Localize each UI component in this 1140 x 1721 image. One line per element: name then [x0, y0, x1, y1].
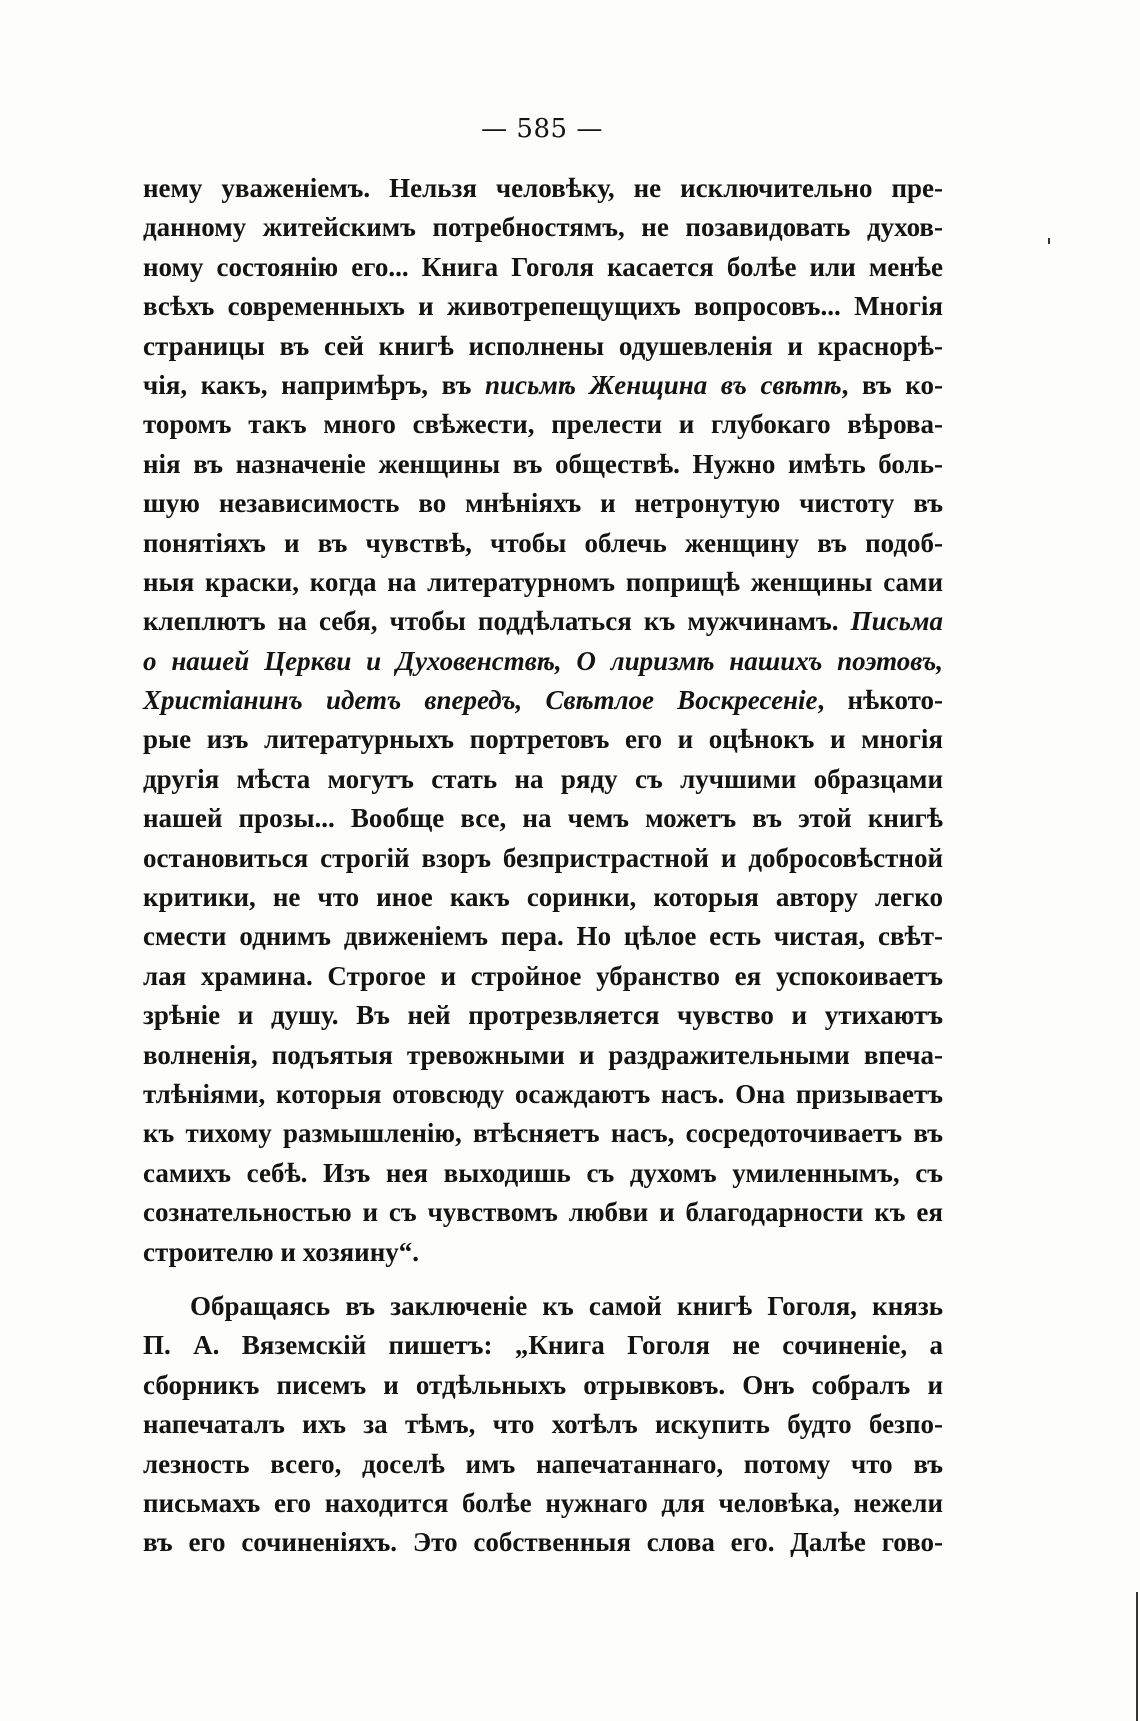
text-line: всѣхъ современныхъ и животрепещущихъ вопросовъ... Многія: [143, 291, 943, 322]
text-line: шую независимость во мнѣніяхъ и нетронутую чистоту въ: [143, 488, 943, 519]
text-line: понятіяхъ и въ чувствѣ, чтобы облечь женщину въ подоб-: [143, 527, 943, 558]
text-line: самихъ себѣ. Изъ нея выходишь съ духомъ умиленнымъ, съ: [143, 1157, 943, 1188]
text-line: лезность всего, доселѣ имъ напечатаннаго, потому что въ: [143, 1448, 943, 1479]
italic-title: о нашей Церкви и Духовенствѣ, О лиризмѣ нашихъ поэтовъ,: [143, 645, 943, 676]
text-line: данному житейскимъ потребностямъ, не позавидовать духов-: [143, 212, 943, 243]
text-line: напечаталъ ихъ за тѣмъ, что хотѣлъ искупить будто безпо-: [143, 1409, 943, 1440]
text-line: смести однимъ движеніемъ пера. Но цѣлое есть чистая, свѣт-: [143, 921, 943, 952]
italic-title: письмѣ Женщина въ свѣтѣ: [485, 369, 842, 400]
page-number: — 585 —: [481, 114, 603, 144]
text-line: сознательностью и съ чувствомъ любви и благодарности къ ея: [143, 1197, 943, 1228]
text-line: къ тихому размышленію, втѣсняетъ насъ, сосредоточиваетъ въ: [143, 1118, 943, 1149]
text-line: остановиться строгій взоръ безпристрастной и добросовѣстной: [143, 842, 943, 873]
text-line: строителю и хозяину“.: [143, 1236, 420, 1267]
paragraph-1: [143, 169, 943, 1272]
text-line: рые изъ литературныхъ портретовъ его и оцѣнокъ и многія: [143, 724, 943, 755]
text-line: [143, 642, 943, 681]
text-line: волненія, подъятыя тревожными и раздражительными впеча-: [143, 1039, 943, 1070]
text-line: торомъ такъ много свѣжести, прелести и глубокаго вѣрова-: [143, 409, 943, 440]
text-line: нашей прозы... Вообще все, на чемъ можетъ въ этой книгѣ: [143, 803, 943, 834]
text-line: клеплютъ на себя, чтобы поддѣлаться къ мужчинамъ. Письма: [143, 606, 943, 637]
text-line: П. А. Вяземскій пишетъ: „Книга Гоголя не сочиненіе, а: [143, 1330, 943, 1361]
text-line: другія мѣста могутъ стать на ряду съ лучшими образцами: [143, 763, 943, 794]
italic-title: Христіанинъ идетъ впередъ, Свѣтлое Воскресеніе: [143, 685, 818, 716]
text-line: чія, какъ, напримѣръ, въ письмѣ Женщина въ свѣтѣ, въ ко-: [143, 369, 943, 400]
text-line: зрѣніе и душу. Въ ней протрезвляется чувство и утихаютъ: [143, 1000, 943, 1031]
text-line: критики, не что иное какъ соринки, которыя автору легко: [143, 882, 943, 913]
scan-speck: [1048, 238, 1050, 244]
text-line: Христіанинъ идетъ впередъ, Свѣтлое Воскресеніе, нѣкото-: [143, 685, 943, 716]
text-line: ному состоянію его... Книга Гоголя касается болѣе или менѣе: [143, 251, 943, 282]
text-line: нія въ назначеніе женщины въ обществѣ. Нужно имѣть боль-: [143, 448, 943, 479]
text-line: сборникъ писемъ и отдѣльныхъ отрывковъ. Онъ собралъ и: [143, 1369, 943, 1400]
text-line: въ его сочиненіяхъ. Это собственныя слова его. Далѣе гово-: [143, 1527, 943, 1558]
paragraph-2: [143, 1287, 943, 1563]
text-line: страницы въ сей книгѣ исполнены одушевленія и краснорѣ-: [143, 330, 943, 361]
text-line: лая храмина. Строгое и стройное убранство ея успокоиваетъ: [143, 960, 943, 991]
scan-edge-line: [1136, 1592, 1138, 1721]
text-line: ныя краски, когда на литературномъ поприщѣ женщины сами: [143, 566, 943, 597]
text-line: Обращаясь въ заключеніе къ самой книгѣ Гоголя, князь: [190, 1291, 943, 1321]
text-line: нему уваженіемъ. Нельзя человѣку, не исключительно пре-: [143, 173, 943, 203]
text-line: письмахъ его находится болѣе нужнаго для человѣка, нежели: [143, 1487, 943, 1518]
text-line: тлѣніями, которыя отовсюду осаждаютъ насъ. Она призываетъ: [143, 1078, 943, 1109]
italic-title: Письма: [850, 606, 943, 637]
